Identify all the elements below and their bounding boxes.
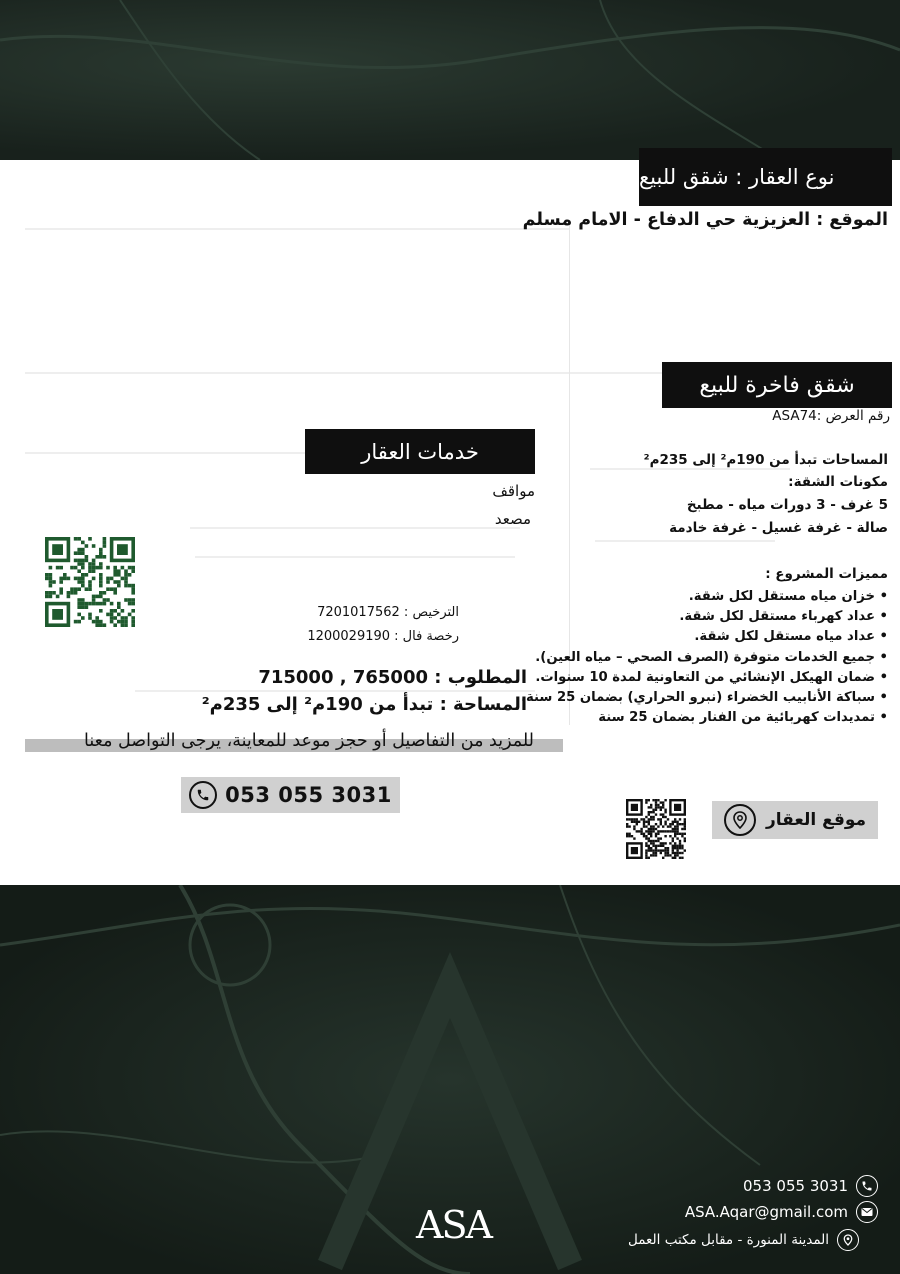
services-qr-code[interactable] [45, 537, 135, 627]
footer-email[interactable]: ASA.Aqar@gmail.com [684, 1203, 848, 1221]
property-location-button[interactable] [712, 801, 878, 839]
service-item-elevator: مصعد [494, 510, 531, 528]
map-lines [0, 0, 900, 160]
feature-item: • سباكة الأنابيب الخضراء (نبرو الحراري) بضمان 25 سنة. [521, 689, 888, 705]
components-line-1: 5 غرف - 3 دورات مياه - مطبخ [686, 497, 888, 513]
fal-license-text: رخصة فال : 1200029190 [307, 629, 459, 644]
qr-code [626, 799, 686, 859]
footer-phone-row [743, 1175, 878, 1197]
email-icon [856, 1201, 878, 1223]
feature-item: • عداد مياه مستقل لكل شقة. [694, 629, 888, 645]
service-item-parking: مواقف [492, 482, 535, 500]
asa-logo: ASA [416, 1203, 491, 1247]
areas-text: المساحات تبدأ من 190م² إلى 235م² [643, 452, 888, 468]
services-title-label [305, 429, 535, 474]
phone-icon [856, 1175, 878, 1197]
property-type-label [639, 148, 892, 206]
features-title: مميزات المشروع : [765, 566, 888, 582]
decor-line [25, 452, 305, 454]
feature-item: • تمديدات كهربائية من الفنار بضمان 25 سنة [598, 710, 888, 726]
components-line-2: صالة - غرفة غسيل - غرفة خادمة [669, 520, 888, 536]
area-text: المساحة : تبدأ من 190م² إلى 235م² [201, 694, 527, 715]
location-pin-icon [724, 804, 756, 836]
footer-address: المدينة المنورة - مقابل مكتب العمل [628, 1232, 830, 1248]
phone-number: 053 055 3031 [225, 783, 392, 807]
decor-line [195, 556, 515, 558]
header-map-background [0, 0, 900, 160]
feature-item: • عداد كهرباء مستقل لكل شقة. [679, 609, 888, 625]
license-text: الترخيص : 7201017562 [317, 605, 459, 620]
location-text: الموقع : العزيزية حي الدفاع - الامام مسلم [522, 210, 888, 230]
features-list [521, 589, 888, 730]
qr-code [45, 537, 135, 627]
feature-item: • ضمان الهيكل الإنشائي من التعاونية لمدة 10 سنوات. [535, 669, 888, 685]
price-text: المطلوب : 765000 , 715000 [258, 667, 527, 688]
footer-email-row [685, 1201, 878, 1223]
offer-number: رقم العرض :ASA74 [772, 408, 890, 424]
contact-note: للمزيد من التفاصيل أو حجز موعد للمعاينة، يرجى التواصل معنا [84, 731, 534, 751]
call-phone-button[interactable] [181, 777, 400, 813]
main-title-label [662, 362, 892, 408]
services-title: خدمات العقار [361, 439, 479, 464]
decor-line [135, 690, 535, 692]
feature-item: • جميع الخدمات متوفرة (الصرف الصحي – مياه العين). [535, 649, 888, 665]
property-type-text: نوع العقار : شقق للبيع [639, 165, 835, 189]
location-qr-code[interactable] [626, 799, 686, 859]
feature-item: • خزان مياه مستقل لكل شقة. [688, 589, 888, 604]
decor-line [590, 468, 790, 470]
phone-icon [189, 781, 217, 809]
location-button-label: موقع العقار [765, 810, 867, 830]
decor-line [190, 527, 520, 529]
components-title: مكونات الشقة: [788, 474, 888, 490]
location-pin-icon [837, 1229, 859, 1251]
footer-address-row [628, 1229, 859, 1251]
decor-line [25, 228, 570, 230]
decor-line [595, 540, 775, 542]
footer-phone[interactable]: 053 055 3031 [743, 1177, 848, 1195]
main-title: شقق فاخرة للبيع [699, 372, 855, 398]
